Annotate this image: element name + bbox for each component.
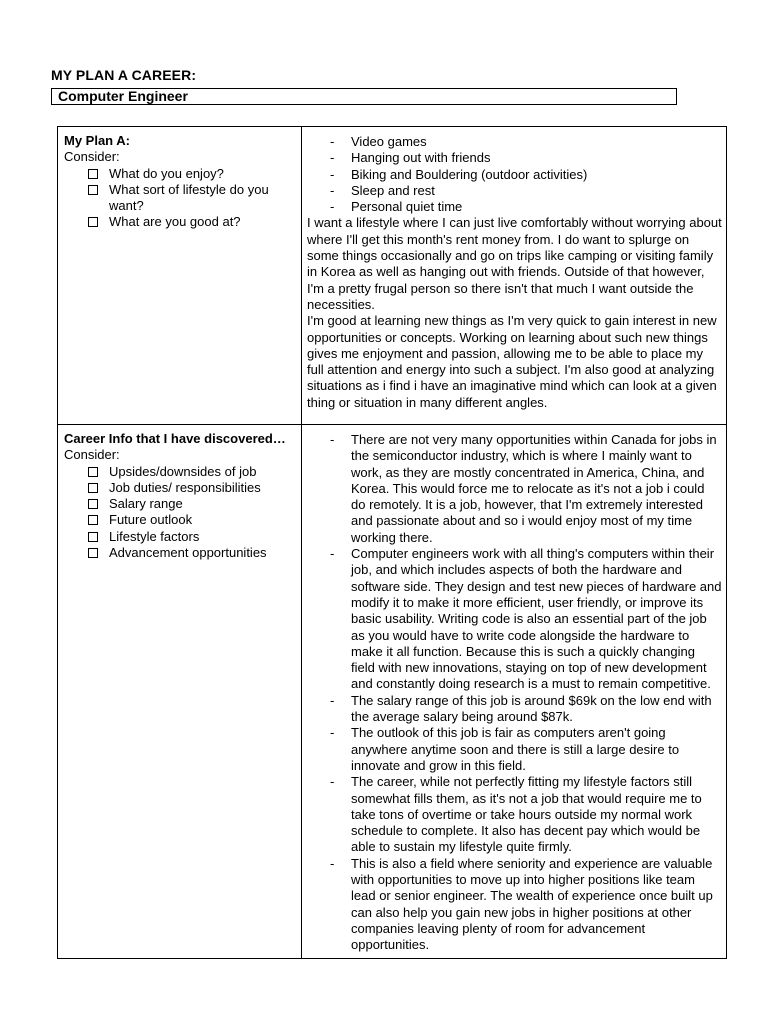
checkbox-icon (88, 185, 98, 195)
plan-a-row (58, 127, 727, 425)
enjoy-text: Biking and Bouldering (outdoor activities) (351, 166, 588, 182)
dash-bullet: - (330, 774, 335, 790)
enjoy-item (327, 199, 722, 215)
enjoy-item (327, 183, 722, 199)
factor-text: Upsides/downsides of job (109, 463, 257, 479)
career-info-label: Career Info that I have discovered… (64, 431, 286, 446)
factor-list (64, 464, 297, 562)
factor-text: Salary range (109, 496, 183, 512)
dash-bullet: - (330, 134, 335, 149)
checkbox-icon (88, 532, 98, 542)
dash-bullet: - (330, 182, 335, 198)
checkbox-icon (88, 169, 98, 179)
good-at-paragraph: I'm good at learning new things as I'm very quick to gain interest in new opportunities or concepts. Working on learning about such new things gives me enjoyment and passion, allowing me to be able to place my full attention and energy into such a subject. I'm also good at analyzing situations as i find i have an imaginative mind which can look at a given thing or situation in many different angles. (307, 313, 717, 410)
checkbox-icon (88, 548, 98, 558)
factor-item (86, 529, 297, 545)
question-text: What are you good at? (109, 214, 241, 230)
plan-a-question-list (64, 166, 297, 231)
finding-text: This is also a field where seniority and experience are valuable with opportunities to move up into higher positions like team lead or senior engineer. The wealth of experience once built up can also help you gain new jobs in higher positions at other companies leaving plenty of room for advancement opportunities. (351, 855, 713, 953)
finding-item (327, 725, 722, 774)
finding-text: There are not very many opportunities within Canada for jobs in the semiconductor industry, which is where I mainly want to work, as they are mostly concentrated in America, China, and Korea. This would force me to relocate as it's not a job i could do remotely. It is a job, however, that I'm extremely interested and passionate about and so i would enjoy most of my time working there. (351, 432, 717, 545)
dash-bullet: - (330, 855, 335, 871)
checkbox-icon (88, 515, 98, 525)
question-text: What do you enjoy? (109, 165, 224, 181)
career-info-prompt-cell (58, 425, 302, 959)
plan-table (57, 126, 727, 959)
enjoy-list (307, 134, 722, 215)
career-info-consider: Consider: (64, 447, 120, 463)
finding-item (327, 432, 722, 546)
checkbox-icon (88, 499, 98, 509)
factor-item (86, 480, 297, 496)
factor-item (86, 464, 297, 480)
dash-bullet: - (330, 432, 335, 447)
question-item (86, 166, 297, 182)
checkbox-icon (88, 483, 98, 493)
plan-a-label: My Plan A: (64, 133, 130, 148)
enjoy-text: Personal quiet time (351, 199, 463, 215)
factor-text: Job duties/ responsibilities (109, 479, 261, 495)
finding-item (327, 693, 722, 726)
plan-a-prompt-cell (58, 127, 302, 425)
question-item (86, 214, 297, 230)
plan-a-consider: Consider: (64, 149, 120, 165)
page-heading: MY PLAN A CAREER: (51, 67, 197, 83)
finding-item (327, 546, 722, 693)
checkbox-icon (88, 217, 98, 227)
finding-item (327, 774, 722, 855)
dash-bullet: - (330, 725, 335, 741)
factor-item (86, 545, 297, 561)
checkbox-icon (88, 467, 98, 477)
plan-a-answer-cell (302, 127, 727, 425)
lifestyle-paragraph: I want a lifestyle where I can just live comfortably without worrying about where I'll get this month's rent money from. I do want to splurge on some things occasionally and go on trips like camping or visiting family in Korea as well as hanging out with friends. Outside of that however, I'm a pretty frugal person so there isn't that much I want outside the necessities. (307, 215, 722, 312)
question-item (86, 182, 297, 215)
dash-bullet: - (330, 199, 335, 215)
findings-list (307, 432, 722, 954)
factor-item (86, 496, 297, 512)
enjoy-text: Sleep and rest (351, 182, 435, 198)
factor-text: Advancement opportunities (109, 545, 267, 561)
dash-bullet: - (330, 150, 335, 166)
finding-text: The outlook of this job is fair as computers aren't going anywhere anytime soon and there is still a large desire to innovate and grow in this field. (351, 725, 680, 773)
enjoy-item (327, 134, 722, 150)
career-info-answer-cell (302, 425, 727, 959)
dash-bullet: - (330, 546, 335, 562)
enjoy-item (327, 150, 722, 166)
enjoy-text: Hanging out with friends (351, 150, 491, 166)
enjoy-text: Video games (351, 134, 427, 149)
enjoy-item (327, 167, 722, 183)
finding-text: The career, while not perfectly fitting my lifestyle factors still somewhat fills them, as it's not a job that would require me to take tons of overtime or take hours outside my normal work schedule to complete. It also has decent pay which would be able to sustain my lifestyle quite firmly. (351, 774, 702, 855)
career-title-box: Computer Engineer (51, 88, 677, 105)
factor-text: Future outlook (109, 512, 193, 528)
dash-bullet: - (330, 692, 335, 708)
dash-bullet: - (330, 166, 335, 182)
career-info-row (58, 425, 727, 959)
finding-item (327, 856, 722, 954)
factor-text: Lifestyle factors (109, 528, 200, 544)
factor-item (86, 512, 297, 528)
finding-text: The salary range of this job is around $69k on the low end with the average salary being around $87k. (351, 692, 712, 725)
finding-text: Computer engineers work with all thing's computers within their job, and which includes aspects of both the hardware and software side. They design and test new pieces of hardware and modify it to make it more efficient, user friendly, or improve its basic usability. Writing code is also an essential part of the job as you would have to write code alongside the hardware to make it all function. Because this is such a quickly changing field with new innovations, staying on top of new development and constantly doing research is a must to remain competitive. (351, 546, 722, 692)
question-text: What sort of lifestyle do you want? (109, 181, 269, 214)
